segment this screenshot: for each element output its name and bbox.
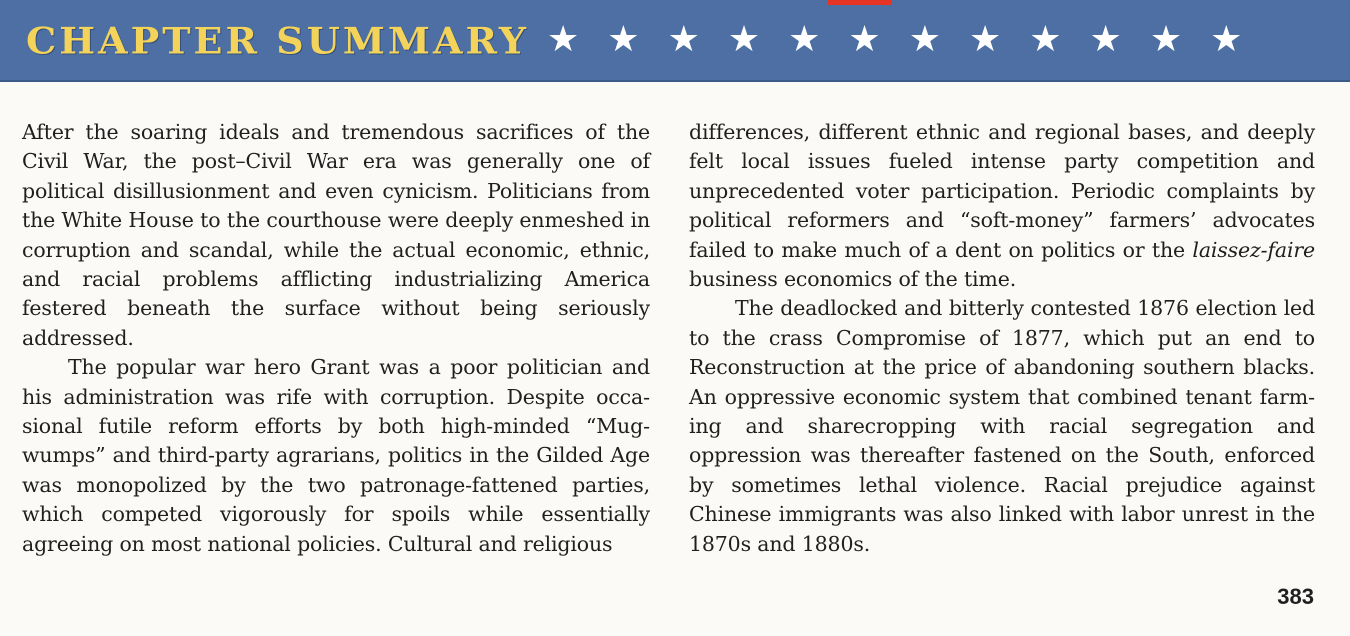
star-row [547, 19, 1243, 60]
banner-accent-tab [828, 0, 892, 5]
left-column [22, 118, 650, 559]
summary-paragraph: After the soaring ideals and tremendous sacrifices of the Civil War, the post–Civil War era was generally one of political disillusionment and even cynicism. Politicians from the White House to the courthouse were deeply enmeshed in corruption and scandal, while the actual economic, ethnic, and racial problems afflicting industrializing America festered beneath the surface without being seriously addressed. [22, 120, 650, 350]
paragraph-text: business economics of the time. [689, 267, 1017, 292]
summary-paragraph: The popular war hero Grant was a poor politician and his administration was rife with corruption. Despite occasional futile reform efforts by both high-minded “Mugwumps” and third-party agrarians, politics in the Gilded Age was monopolized by the two patronage-fattened parties, which competed vigorously for spoils while essentially agreeing on most national policies. Cultural and religious [22, 355, 650, 556]
star-icon: ★ [788, 19, 821, 60]
chapter-summary-title: CHAPTER SUMMARY [26, 18, 529, 62]
star-icon: ★ [1210, 19, 1243, 60]
paragraph-text: differences, different ethnic and regional bases, and deeply felt local issues fueled intense party competition and unprecedented voter participation. Periodic complaints by political reformers and “soft-money” farmers’ advocates failed to make much of a dent on politics or the [689, 120, 1315, 262]
star-icon: ★ [667, 19, 700, 60]
star-icon: ★ [1089, 19, 1122, 60]
star-icon: ★ [908, 19, 941, 60]
italic-term: laissez-faire [1192, 237, 1315, 262]
star-icon: ★ [1149, 19, 1183, 60]
page-number: 383 [1277, 584, 1314, 609]
summary-paragraph: The deadlocked and bitterly contested 1876 election led to the crass Compromise of 1877, which put an end to Reconstruction at the price of abandoning southern blacks. An oppressive economic system that combined tenant farming and sharecropping with racial segregation and oppression was thereafter fastened on the South, enforced by sometimes lethal violence. Racial prejudice against Chinese immigrants was also linked with labor unrest in the 1870s and 1880s. [689, 296, 1315, 556]
right-column [689, 118, 1315, 559]
summary-paragraph [689, 118, 1315, 294]
star-icon: ★ [547, 19, 580, 60]
star-icon: ★ [727, 19, 761, 60]
star-icon: ★ [607, 19, 640, 60]
star-icon: ★ [1029, 19, 1062, 60]
chapter-summary-banner [0, 0, 1350, 82]
star-icon: ★ [968, 19, 1002, 60]
star-icon: ★ [848, 19, 881, 60]
